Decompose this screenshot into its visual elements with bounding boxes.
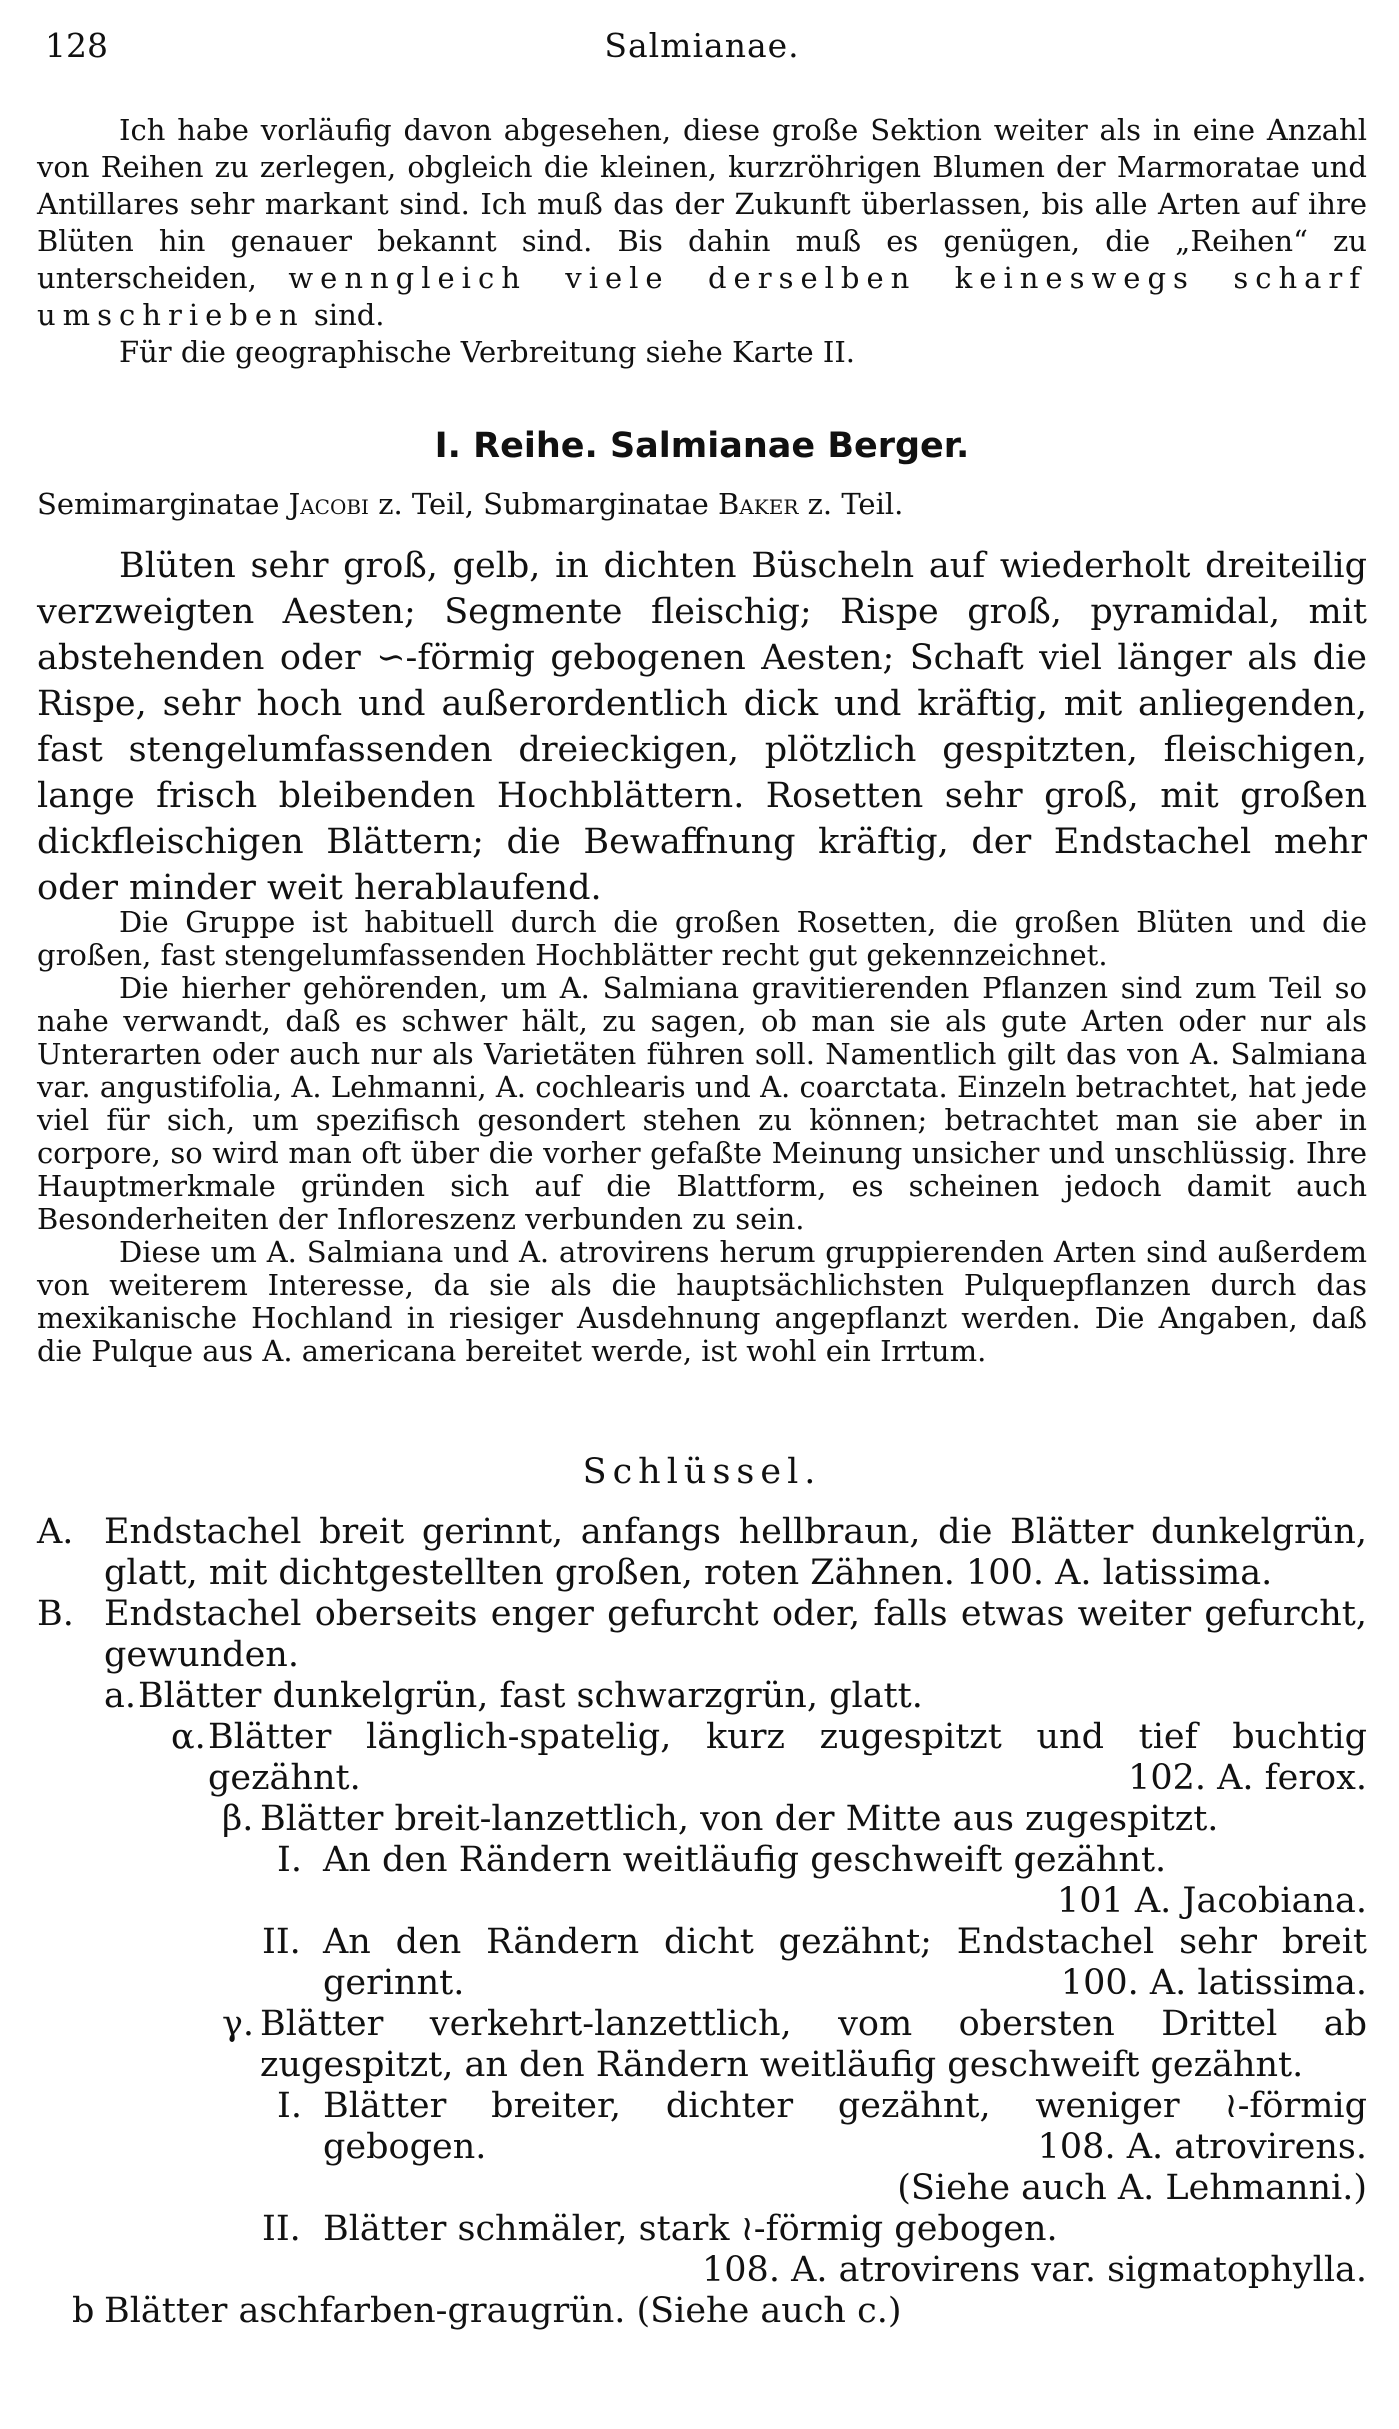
section-heading: I. Reihe. Salmianae Berger. bbox=[434, 426, 970, 466]
key-entry-gamma-II: II. Blätter schmäler, stark ≀-förmig gebogen. 108. A. atrovirens var. sigmatophylla. bbox=[262, 2209, 1367, 2290]
see-also: (Siehe auch A. Lehmanni.) bbox=[897, 2168, 1367, 2208]
key-title: Schlüssel. bbox=[582, 1452, 822, 1492]
map-reference: Für die geographische Verbreitung siehe Karte II. bbox=[119, 335, 856, 369]
running-title: Salmianae. bbox=[604, 26, 800, 65]
identification-key bbox=[37, 1512, 1367, 2332]
species-reference: 101 A. Jacobiana. bbox=[1056, 1881, 1367, 1921]
key-entry-b: b Blätter aschfarben-graugrün. (Siehe auch c.) bbox=[72, 2291, 902, 2331]
species-reference: 100. A. latissima. bbox=[1060, 1963, 1367, 2003]
curve-symbol: ∽ bbox=[376, 638, 406, 678]
note-paragraph: Die hierher gehörenden, um A. Salmiana gravitierenden Pflanzen sind zum Teil so nahe verwandt, daß es schwer hält, zu sagen, ob man sie als gute Arten oder nur als Unterarten oder auch nur als Varietäten führen soll. Namentlich gilt das von A. Salmiana var. angustifolia, A. Lehmanni, A. cochlearis und A. coarctata. Einzeln betrachtet, hat jede viel für sich, um spezifisch gesondert stehen zu können; betrachtet man sie aber in corpore, so wird man oft über die vorher gefaßte Meinung unsicher und unschlüssig. Ihre Hauptmerkmale gründen sich auf die Blattform, es scheinen jedoch damit auch Besonderheiten der Infloreszenz verbunden zu sein. bbox=[37, 971, 1367, 1236]
page-header bbox=[37, 26, 1367, 66]
note-paragraph: Die Gruppe ist habituell durch die großen Rosetten, die großen Blüten und die großen, fast stengelumfassenden Hochblätter recht gut gekennzeichnet. bbox=[37, 905, 1367, 972]
key-entry-a: a. Blätter dunkelgrün, fast schwarzgrün, glatt. bbox=[104, 1676, 923, 1716]
page-number: 128 bbox=[45, 26, 108, 65]
key-entry-gamma-I: I. Blätter breiter, dichter gezähnt, weniger ≀-förmig gebogen. 108. A. atrovirens. (Siehe auch A. Lehmanni.) bbox=[277, 2086, 1367, 2208]
key-entry-beta-II: II. An den Rändern dicht gezähnt; Endstachel sehr breit gerinnt. 100. A. latissima. bbox=[262, 1922, 1367, 2003]
species-reference: 102. A. ferox. bbox=[1128, 1758, 1367, 1798]
key-entry-B: B. Endstachel oberseits enger gefurcht oder, falls etwas weiter gefurcht, gewunden. bbox=[37, 1594, 1367, 1675]
author-jacobi: Jacobi bbox=[288, 487, 369, 521]
spaced-emphasis: wenngleich viele derselben keineswegs scharf umschrieben bbox=[37, 261, 1368, 332]
species-reference: 108. A. atrovirens. bbox=[1037, 2127, 1367, 2167]
intro-paragraph: Ich habe vorläufig davon abgesehen, diese große Sektion weiter als in eine Anzahl von Reihen zu zerlegen, obgleich die kleinen, kurzröhrigen Blumen der Marmoratae und Antillares sehr markant sind. Ich muß das der Zukunft überlassen, bis alle Arten auf ihre Blüten hin genauer bekannt sind. Bis dahin muß es genügen, die „Reihen“ zu unterscheiden, wenngleich viele derselben keineswegs scharf umschrieben sind. bbox=[37, 113, 1368, 332]
key-entry-beta: β. Blätter breit-lanzettlich, von der Mitte aus zugespitzt. bbox=[222, 1799, 1219, 1839]
synonyms-line: Semimarginatae Jacobi z. Teil, Submarginatae Baker z. Teil. bbox=[37, 487, 904, 521]
note-paragraph: Diese um A. Salmiana und A. atrovirens herum gruppierenden Arten sind außerdem von weiterem Interesse, da sie als die hauptsächlichsten Pulquepflanzen durch das mexikanische Hochland in riesiger Ausdehnung angepflanzt werden. Die Angaben, daß die Pulque aus A. americana bereitet werde, ist wohl ein Irrtum. bbox=[37, 1235, 1367, 1368]
key-entry-beta-I: I. An den Rändern weitläufig geschweift gezähnt. 101 A. Jacobiana. bbox=[277, 1840, 1367, 1921]
intro-text bbox=[37, 112, 1367, 371]
key-entry-alpha: α. Blätter länglich-spatelig, kurz zugespitzt und tief buchtig gezähnt. 102. A. ferox. bbox=[171, 1717, 1367, 1798]
diagnosis: Blüten sehr groß, gelb, in dichten Büscheln auf wiederholt dreiteilig verzweigten Aesten; Segmente fleischig; Rispe groß, pyramidal, mit abstehenden oder ∽-förmig gebogenen Aesten; Schaft viel länger als die Rispe, sehr hoch und außerordentlich dick und kräftig, mit anliegenden, fast stengelumfassenden dreieckigen, plötzlich gespitzten, fleischigen, lange frisch bleibenden Hochblättern. Rosetten sehr groß, mit großen dickfleischigen Blättern; die Bewaffnung kräftig, der Endstachel mehr oder minder weit herablaufend. bbox=[37, 546, 1367, 908]
s-curve-symbol: ≀ bbox=[740, 2209, 754, 2249]
key-entry-A: A. Endstachel breit gerinnt, anfangs hellbraun, die Blätter dunkelgrün, glatt, mit dichtgestellten großen, roten Zähnen. 100. A. latissima. bbox=[37, 1512, 1367, 1593]
key-entry-gamma: γ. Blätter verkehrt-lanzettlich, vom obersten Drittel ab zugespitzt, an den Rändern weitläufig geschweift gezähnt. bbox=[222, 2004, 1367, 2085]
species-reference: 108. A. atrovirens var. sigmatophylla. bbox=[702, 2250, 1367, 2290]
author-baker: Baker bbox=[718, 487, 799, 521]
s-curve-symbol: ≀ bbox=[1224, 2086, 1238, 2126]
notes bbox=[37, 906, 1367, 1368]
